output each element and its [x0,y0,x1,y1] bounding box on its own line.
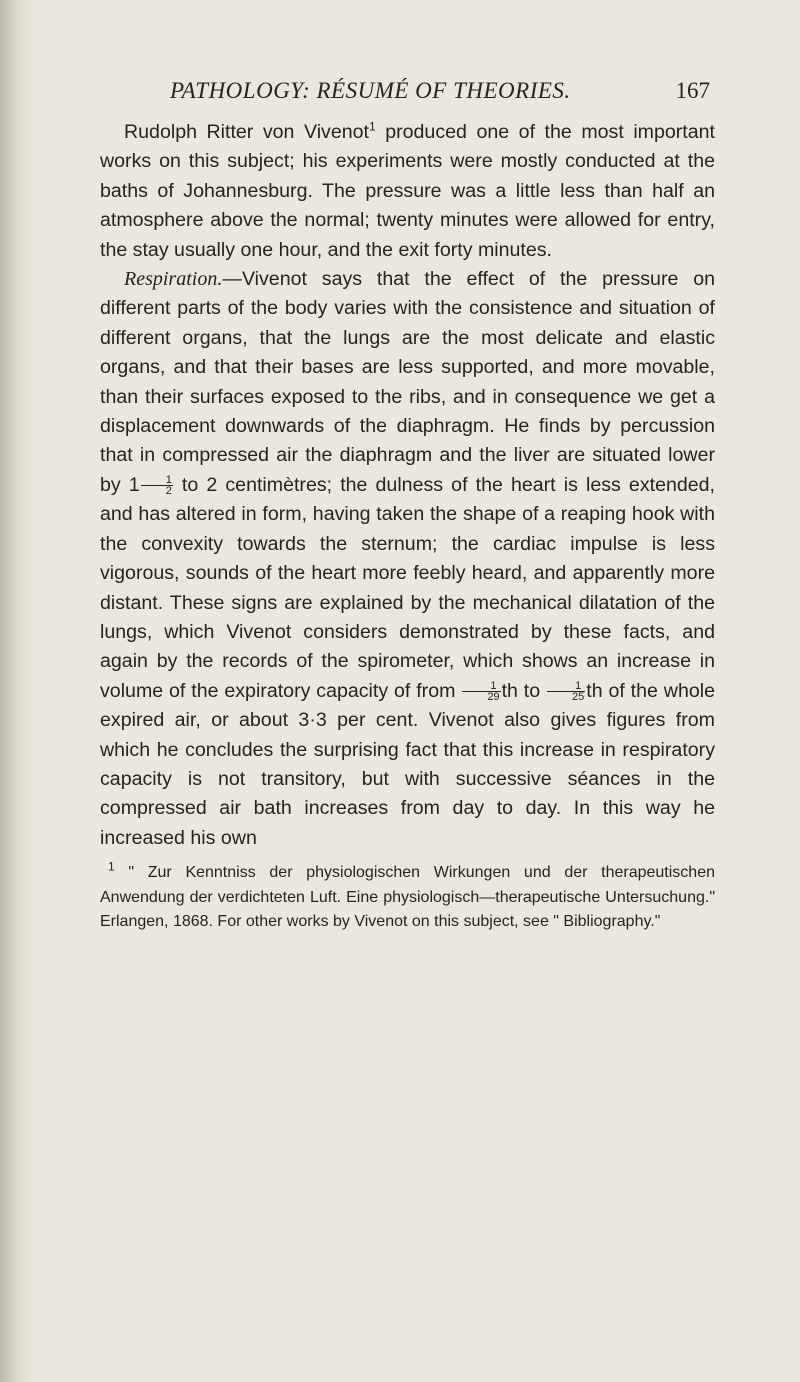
footnote-text: " Zur Kenntniss der physiologischen Wirkungen und der therapeutischen Anwendung der verdichteten Luft. Eine physiologisch—therapeutische Untersuchung." Erlangen, 1868. For other works by Vivenot on this subject, see " Bibliography." [100,864,715,931]
page-number: 167 [675,78,710,103]
footnote-marker: 1 [369,119,376,134]
paragraph-text: th of the whole expired air, or about 3·3 per cent. Vivenot also gives figures from which he concludes the surprising fact that this increase in respiratory capacity is not transitory, but with successive séances in the compressed air bath increases from day to day. In this way he increased his own [100,679,715,849]
fraction-denominator: 2 [165,484,172,497]
page-spine-shadow [0,0,34,1382]
fraction-numerator: 1 [547,681,585,692]
paragraph-text: to 2 centimètres; the dulness of the heart is less extended, and has altered in form, having taken the shape of a reaping hook with the convexity towards the sternum; the cardiac impulse is less vigorous, sounds of the heart more feebly heard, and apparently more distant. These signs are explained by the mechanical dilatation of the lungs, which Vivenot considers demonstrated by these facts, and again by the records of the spirometer, which shows an increase in volume of the expiratory capacity of from [100,473,715,702]
fraction-one-twenty-fifth [547,681,585,702]
footnote-marker: 1 [108,859,115,874]
fraction-one-half [141,475,173,496]
fraction-denominator: 29 [487,690,500,703]
paragraph-text: Rudolph Ritter von Vivenot [124,121,369,143]
paragraph-respiration [100,265,715,853]
fraction-one-twenty-ninth [462,681,500,702]
running-title: PATHOLOGY: RÉSUMÉ OF THEORIES. [170,78,571,103]
paragraph-text: produced one of the most important works on this subject; his experiments were mostly conducted at the baths of Johannesburg. The pressure was a little less than half an atmosphere above the normal; twenty minutes were allowed for entry, the stay usually one hour, and the exit forty minutes. [100,121,715,261]
paragraph-text: th to [501,679,546,702]
fraction-numerator: 1 [462,681,500,692]
section-lead-respiration: Respiration. [124,268,223,291]
running-head [100,70,715,118]
paragraph-text: —Vivenot says that the effect of the pressure on different parts of the body varies with the consistence and situation of different organs, that the lungs are the most delicate and elastic organs, and that their bases are less supported, and more movable, than their surfaces exposed to the ribs, and in consequence we get a displacement downwards of the diaphragm. He finds by percussion that in compressed air the diaphragm and the liver are situated lower by 1 [100,268,715,496]
fraction-denominator: 25 [572,690,585,703]
fraction-numerator: 1 [141,475,173,486]
paragraph-vivenot-intro [100,118,715,265]
footnote [100,861,715,935]
book-page [100,70,715,935]
